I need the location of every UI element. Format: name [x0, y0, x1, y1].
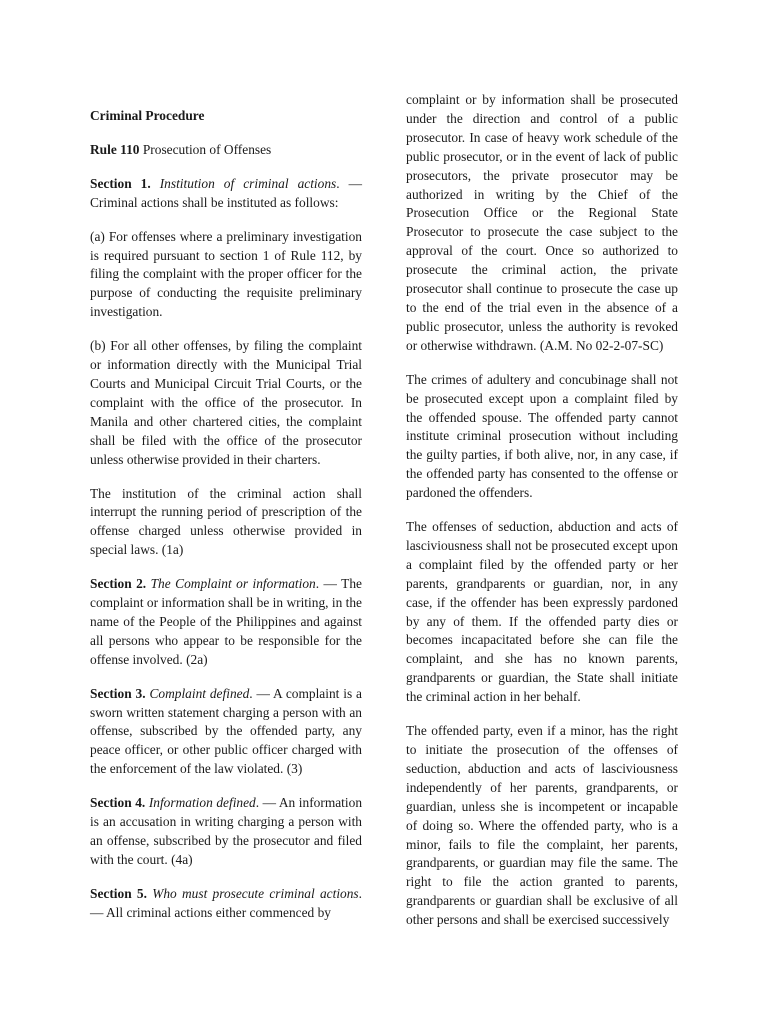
minor-offended-party-paragraph: The offended party, even if a minor, has the right to initiate the prosecution of the offenses of seduction, abduction and acts of lasciviousness independently of her parents, grandparents, or guardian, unless she is incompetent or incapable of doing so. Where the offended party, who is a minor, fails to file the complaint, her parents, grandparents, or guardian may file the same. The right to file the action granted to parents, grandparents or guardian shall be exclusive of all other persons and shall be exercised successively — [406, 723, 678, 928]
section-1-paragraph-a: (a) For offenses where a preliminary investigation is required pursuant to section 1 of Rule 112, by filing the complaint with the proper officer for the purpose of conducting the requisite preliminary investigation. — [90, 228, 362, 320]
section-4-text: An information is an accusation in writing charging a person with an offense, subscribed by the prosecutor and filed with the court. (4a) — [90, 795, 363, 867]
seduction-abduction-paragraph: The offenses of seduction, abduction and acts of lasciviousness shall not be prosecuted except upon a complaint filed by the offended party or her parents, grandparents or guardian, nor, in any case, if the offender has been expressly pardoned by any of them. If the offended party dies or becomes incapacitated before she can file the complaint, and she has no known parents, grandparents or guardian, the State shall initiate the criminal action in her behalf. — [406, 519, 678, 705]
section-5-text: All criminal actions either commenced by — [106, 904, 331, 920]
section-3-text: A complaint is a sworn written statement charging a person with an offense, subscribed by the offended party, any peace officer, or other public officer charged with the enforcement of the law violated. (3) — [90, 685, 362, 777]
section-5: Section 5. Who must prosecute criminal actions. — All criminal actions either commenced by — [90, 885, 362, 920]
section-1-text: Criminal actions shall be instituted as follows: — [90, 194, 339, 210]
section-3-title: Complaint defined — [149, 685, 250, 701]
section-1-paragraph-b: (b) For all other offenses, by filing the complaint or information directly with the Municipal Trial Courts and Municipal Circuit Trial Courts, or the complaint with the office of the prosecutor. In Manila and other chartered cities, the complaint shall be filed with the office of the prosecutor unless otherwise provided in their charters. — [90, 338, 362, 467]
section-4-title: Information defined — [148, 795, 256, 811]
right-column — [406, 91, 678, 945]
rule-heading — [90, 141, 362, 160]
rule-label: Rule 110 — [90, 141, 140, 157]
section-1-label: Section 1. — [90, 175, 151, 191]
section-4: Section 4. Information defined. — An information is an accusation in writing charging a person with an offense, subscribed by the prosecutor and filed with the court. (4a) — [90, 795, 363, 867]
section-2-title: The Complaint or information — [150, 576, 316, 592]
rule-title: Prosecution of Offenses — [142, 141, 272, 157]
section-2-label: Section 2. — [90, 576, 147, 592]
adultery-concubinage-paragraph: The crimes of adultery and concubinage shall not be prosecuted except upon a complaint filed by the offended spouse. The offended party cannot institute criminal prosecution without including the guilty parties, if both alive, nor, in any case, if the offended party has consented to the offense or pardoned the offenders. — [406, 371, 678, 501]
section-4-label: Section 4. — [90, 795, 146, 811]
section-2-text: The complaint or information shall be in writing, in the name of the People of the Philippines and against all persons who appear to be responsible for the offense involved. (2a) — [90, 576, 362, 667]
section-5-title: Who must prosecute criminal actions — [152, 885, 359, 901]
section-5-continued: complaint or by information shall be prosecuted under the direction and control of a public prosecutor. In case of heavy work schedule of the public prosecutor, or in the event of lack of public prosecutors, the private prosecutor may be authorized in writing by the Chief of the Prosecution Office or the Regional State Prosecutor to prosecute the case subject to the approval of the court. Once so authorized to prosecute the criminal action, the private prosecutor shall continue to prosecute the case up to the end of the trial even in the absence of a public prosecutor, unless the authority is revoked or otherwise withdrawn. (A.M. No 02-2-07-SC) — [406, 92, 678, 353]
section-3: Section 3. Complaint defined. — A complaint is a sworn written statement charging a person with an offense, subscribed by the offended party, any peace officer, or other public officer charged with the enforcement of the law violated. (3) — [90, 685, 362, 777]
section-3-label: Section 3. — [90, 685, 146, 701]
section-1-title: Institution of criminal actions — [159, 175, 337, 191]
section-1-paragraph-c: The institution of the criminal action shall interrupt the running period of prescription of the offense charged unless otherwise provided in special laws. (1a) — [90, 485, 362, 558]
section-5-label: Section 5. — [90, 885, 147, 901]
section-1: Section 1. Institution of criminal actions. — Criminal actions shall be instituted as follows: — [90, 175, 362, 210]
section-2: Section 2. The Complaint or information. — The complaint or information shall be in writing, in the name of the People of the Philippines and against all persons who appear to be responsible for the offense involved. (2a) — [90, 576, 362, 667]
left-column — [90, 107, 362, 938]
document-title: Criminal Procedure — [90, 108, 205, 123]
